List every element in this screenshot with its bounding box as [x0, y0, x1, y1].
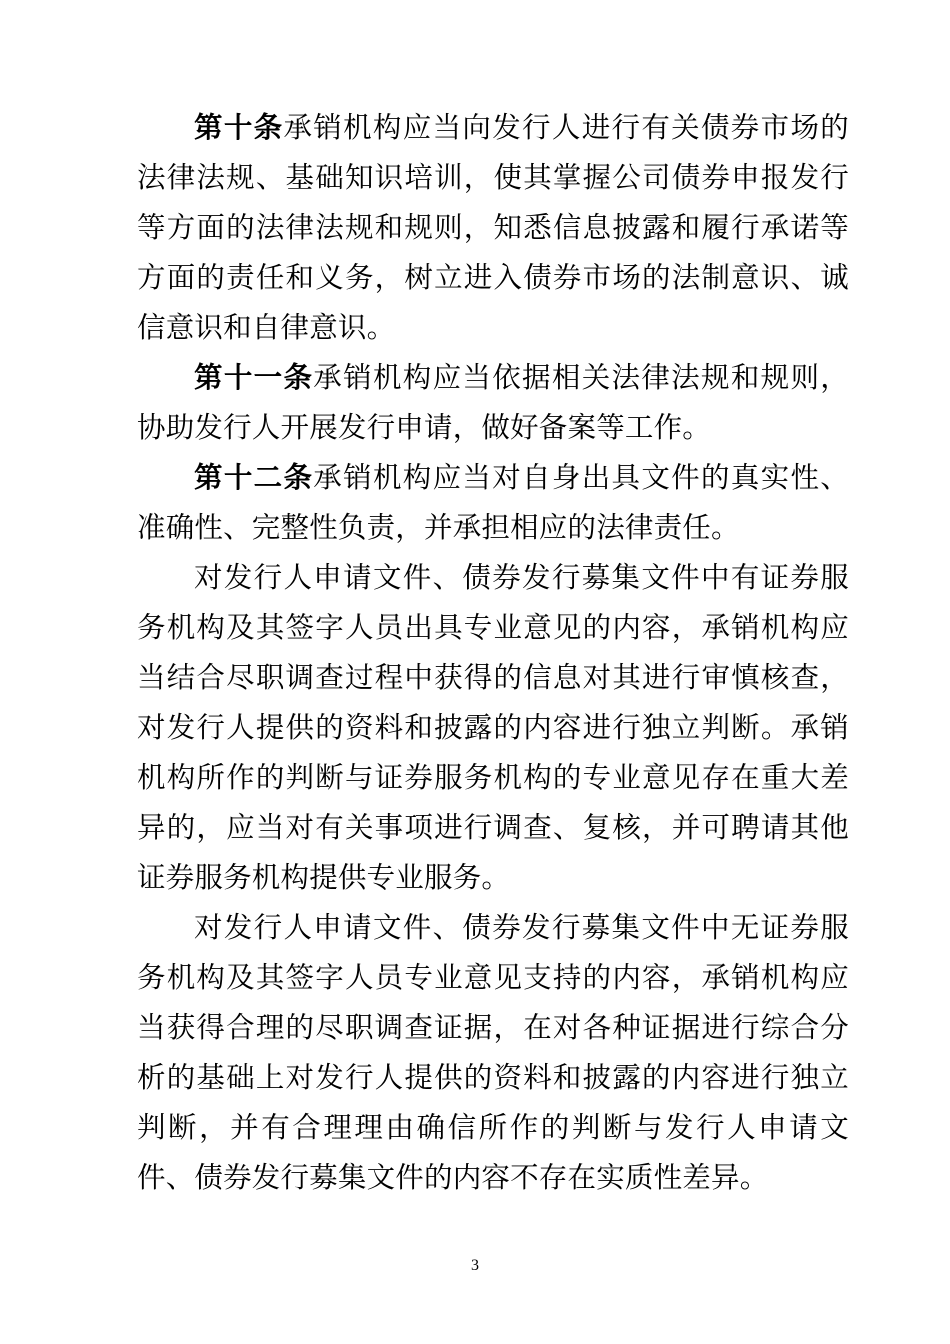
document-body — [137, 103, 849, 1203]
page-number: 3 — [471, 1257, 479, 1274]
article-10-text: 承销机构应当向发行人进行有关债券市场的法律法规、基础知识培训，使其掌握公司债券申报发行等方面的法律法规和规则，知悉信息披露和履行承诺等方面的责任和义务，树立进入债券市场的法制意识、诚信意识和自律意识。 — [137, 111, 849, 344]
article-11-text: 承销机构应当依据相关法律法规和规则，协助发行人开展发行申请，做好备案等工作。 — [137, 361, 849, 444]
article-12-clause-3-text: 对发行人申请文件、债券发行募集文件中无证券服务机构及其签字人员专业意见支持的内容，承销机构应当获得合理的尽职调查证据，在对各种证据进行综合分析的基础上对发行人提供的资料和披露的内容进行独立判断，并有合理理由确信所作的判断与发行人申请文件、债券发行募集文件的内容不存在实质性差异。 — [137, 911, 849, 1194]
article-11-paragraph — [137, 353, 849, 453]
article-12-clause-2-paragraph — [137, 553, 849, 903]
article-10-paragraph — [137, 103, 849, 353]
article-10-heading: 第十条 — [194, 111, 284, 144]
article-12-clause-2-text: 对发行人申请文件、债券发行募集文件中有证券服务机构及其签字人员出具专业意见的内容，承销机构应当结合尽职调查过程中获得的信息对其进行审慎核查，对发行人提供的资料和披露的内容进行独立判断。承销机构所作的判断与证券服务机构的专业意见存在重大差异的，应当对有关事项进行调查、复核，并可聘请其他证券服务机构提供专业服务。 — [137, 561, 849, 894]
article-12-paragraph — [137, 453, 849, 553]
article-12-heading: 第十二条 — [194, 461, 314, 494]
article-12-clause-3-paragraph — [137, 903, 849, 1203]
article-12-text: 承销机构应当对自身出具文件的真实性、准确性、完整性负责，并承担相应的法律责任。 — [137, 461, 849, 544]
article-11-heading: 第十一条 — [194, 361, 314, 394]
